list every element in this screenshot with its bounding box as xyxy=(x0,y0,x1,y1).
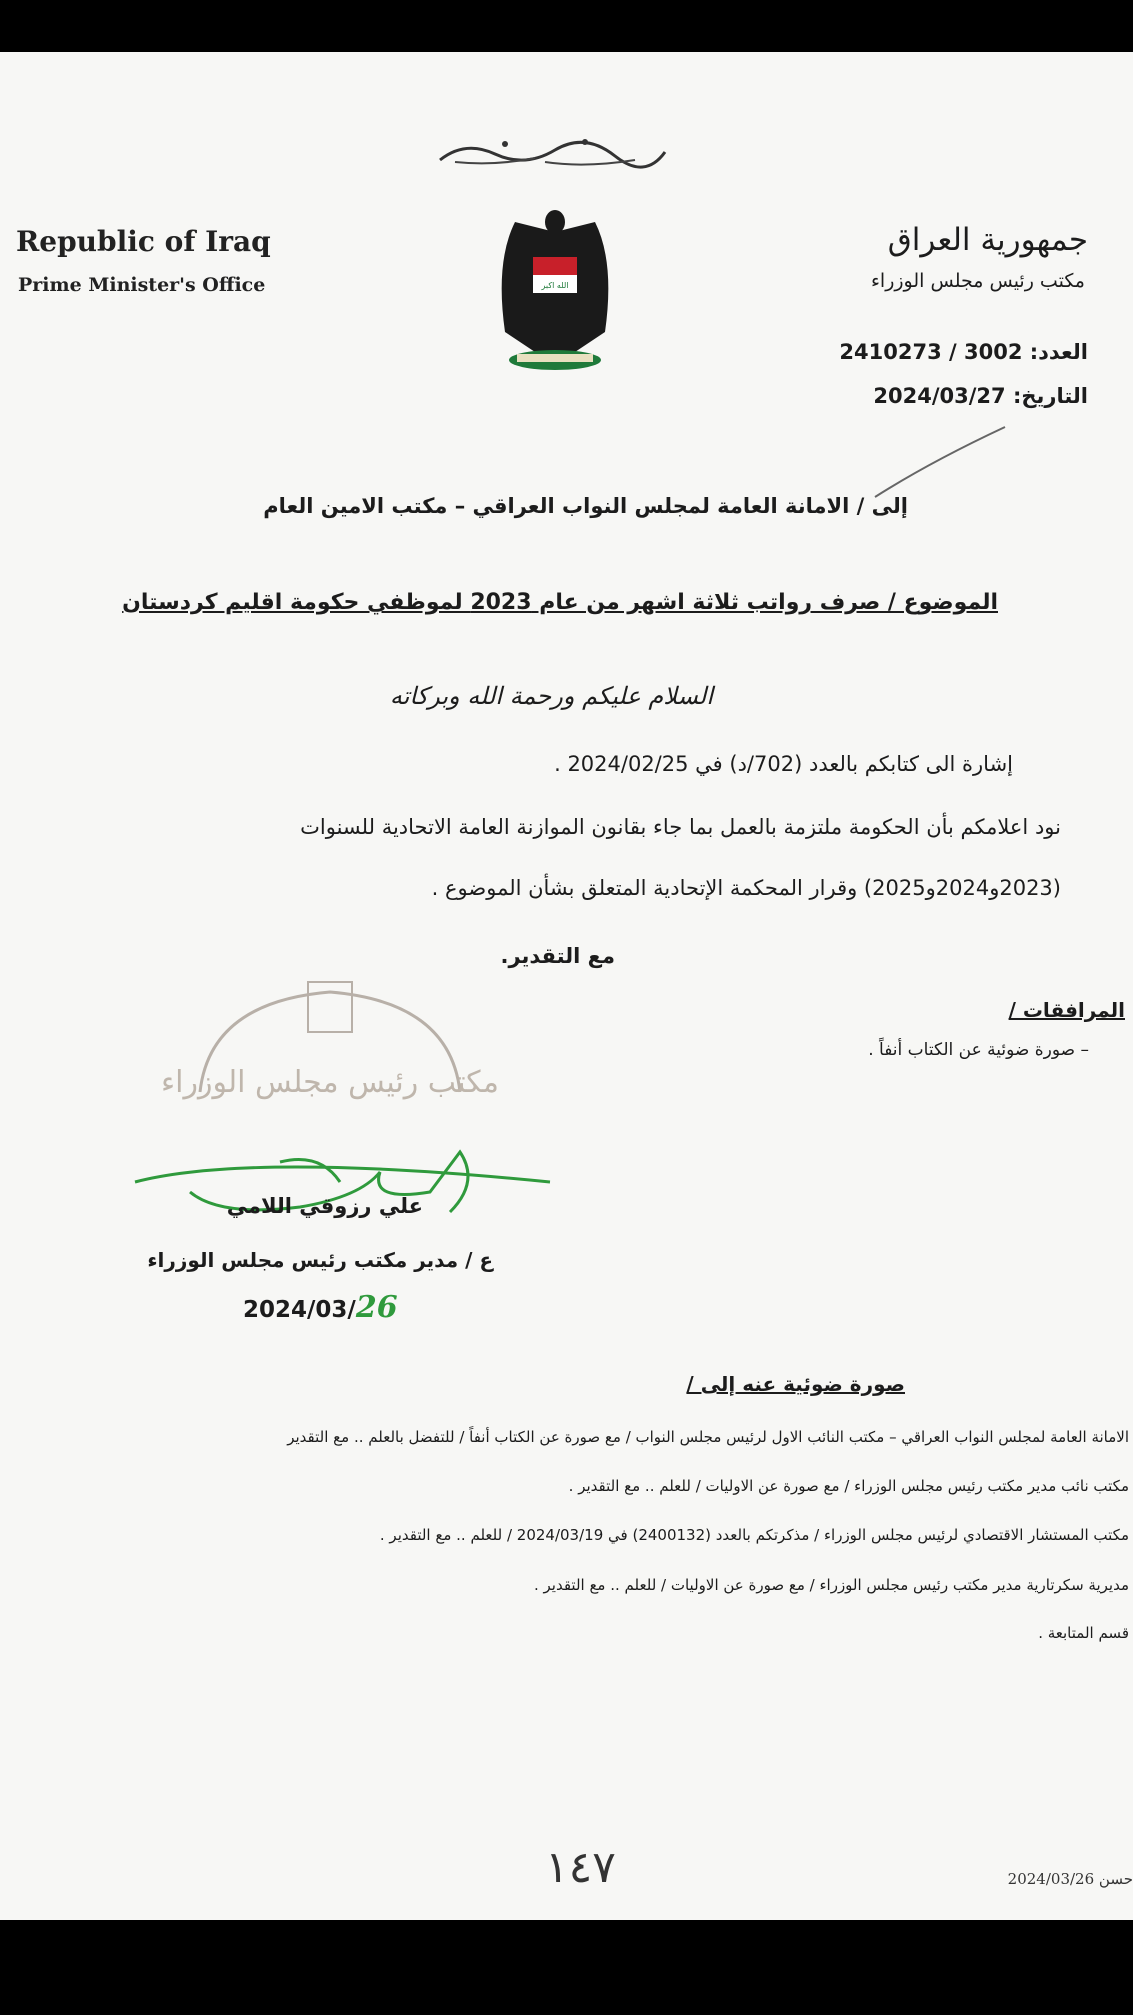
footer-typed-suffix: حسن xyxy=(1098,1870,1133,1888)
date-value: 2024/03/27 xyxy=(873,384,1006,408)
copies-item-5: قسم المتابعة . xyxy=(1038,1624,1129,1642)
date-label: التاريخ: xyxy=(1012,384,1088,408)
signatory-name: علي رزوقي اللامي xyxy=(226,1194,423,1218)
document-page xyxy=(0,52,1133,1920)
attachments-item: – صورة ضوئية عن الكتاب أنفاً . xyxy=(868,1040,1089,1060)
signatory-title: ع / مدير مكتب رئيس مجلس الوزراء xyxy=(147,1248,493,1272)
body-line-2: نود اعلامكم بأن الحكومة ملتزمة بالعمل بما جاء بقانون الموازنة العامة الاتحادية للسنوات xyxy=(300,815,1061,839)
copies-item-4: مديرية سكرتارية مدير مكتب رئيس مجلس الوزراء / مع صورة عن الاوليات / للعلم .. مع التقدير . xyxy=(533,1576,1129,1594)
document-number xyxy=(839,340,1088,364)
footer-typed-date: 2024/03/26 xyxy=(1007,1870,1095,1888)
seal-text: مكتب رئيس مجلس الوزراء xyxy=(161,1065,499,1100)
body-line-1: إشارة الى كتابكم بالعدد (702/د) في 2024/02/25 . xyxy=(554,752,1013,776)
copies-item-1: الامانة العامة لمجلس النواب العراقي – مكتب النائب الاول لرئيس مجلس النواب / مع صورة عن الكتاب أنفاً / للتفضل بالعلم .. مع التقدير xyxy=(287,1428,1129,1446)
closing: مع التقدير. xyxy=(500,944,615,968)
header-ar-line2: مكتب رئيس مجلس الوزراء xyxy=(870,270,1085,292)
number-label: العدد: xyxy=(1029,340,1088,364)
handwritten-mark-icon xyxy=(870,422,1010,502)
number-value: 2410273 / 3002 xyxy=(839,340,1023,364)
header-ar-line1: جمهورية العراق xyxy=(887,222,1088,258)
greeting: السلام عليكم ورحمة الله وبركاته xyxy=(389,682,713,710)
copies-item-3: مكتب المستشار الاقتصادي لرئيس مجلس الوزراء / مذكرتكم بالعدد (2400132) في 2024/03/19 / للعلم .. مع التقدير . xyxy=(379,1526,1129,1544)
subject: الموضوع / صرف رواتب ثلاثة اشهر من عام 2023 لموظفي حكومة اقليم كردستان xyxy=(122,590,998,615)
signature-date-printed: 2024/03/ xyxy=(243,1297,356,1323)
attachments-label: المرافقات / xyxy=(1008,998,1125,1022)
copies-label: صورة ضوئية عنه إلى / xyxy=(686,1372,905,1396)
basmala xyxy=(435,132,670,172)
signature-date xyxy=(243,1290,398,1325)
header-en-line2: Prime Minister's Office xyxy=(18,274,266,296)
footer-typed xyxy=(1008,1870,1133,1888)
iraq-emblem xyxy=(495,202,615,377)
header-en-line1: Republic of Iraq xyxy=(16,225,271,258)
footer-handwritten-number: ١٤٧ xyxy=(545,1842,616,1893)
document-date xyxy=(873,384,1088,408)
body-line-3: (2023و2024و2025) وقرار المحكمة الإتحادية المتعلق بشأن الموضوع . xyxy=(431,876,1061,900)
eagle-emblem-icon xyxy=(495,202,615,377)
basmala-calligraphy-icon xyxy=(435,132,670,172)
svg-text:الله اكبر: الله اكبر xyxy=(541,281,569,290)
copies-item-2: مكتب نائب مدير مكتب رئيس مجلس الوزراء / مع صورة عن الاوليات / للعلم .. مع التقدير . xyxy=(568,1477,1129,1495)
signature-date-handwritten: 26 xyxy=(355,1290,398,1325)
recipient: إلى / الامانة العامة لمجلس النواب العراقي – مكتب الامين العام xyxy=(263,494,908,518)
